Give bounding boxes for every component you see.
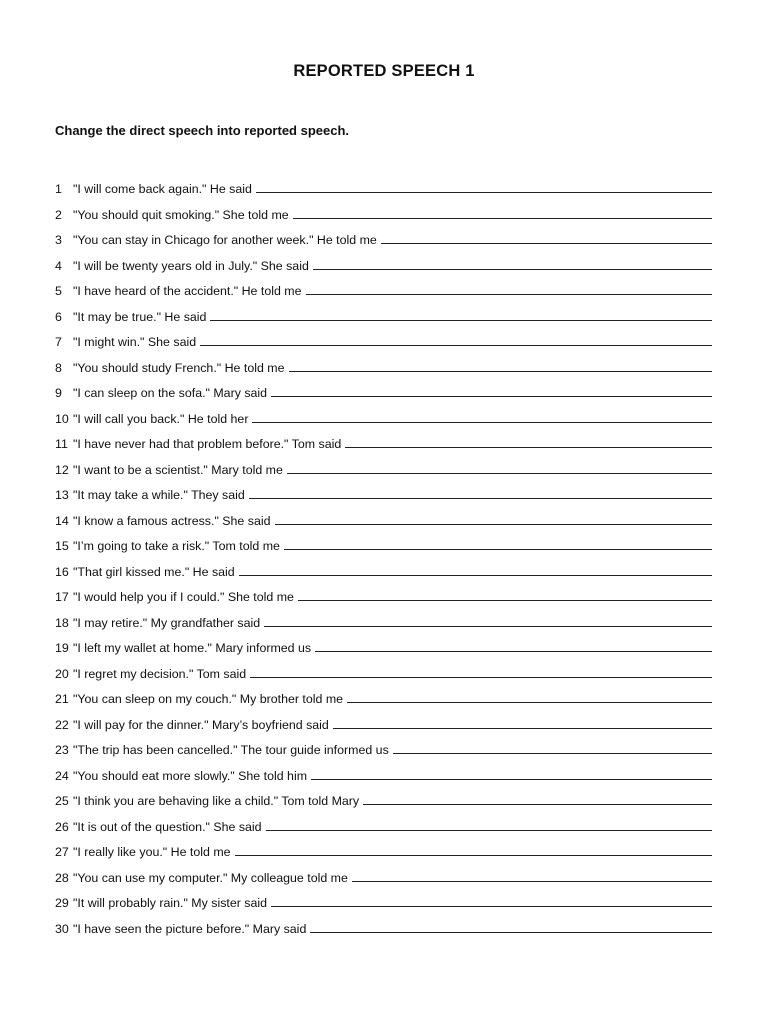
answer-line[interactable] — [287, 462, 712, 474]
item-sentence: "I will pay for the dinner." Mary’s boyfriend said — [73, 717, 329, 732]
list-item — [55, 538, 720, 564]
item-number: 11 — [55, 437, 68, 451]
item-number: 18 — [55, 615, 69, 630]
item-number: 17 — [55, 590, 69, 604]
item-number: 23 — [55, 743, 69, 757]
list-item — [55, 411, 720, 437]
list-item — [55, 385, 720, 411]
answer-line[interactable] — [271, 385, 712, 397]
answer-line[interactable] — [264, 615, 712, 627]
item-number: 1 — [55, 182, 62, 196]
item-sentence: "I have seen the picture before." Mary said — [73, 921, 307, 936]
item-number: 19 — [55, 641, 69, 655]
exercise-list — [55, 181, 720, 946]
answer-line[interactable] — [293, 207, 712, 219]
item-number: 9 — [55, 386, 62, 400]
item-number: 27 — [55, 845, 69, 859]
answer-line[interactable] — [298, 589, 712, 601]
list-item — [55, 207, 720, 233]
item-number: 3 — [55, 233, 62, 247]
list-item — [55, 691, 720, 717]
list-item — [55, 589, 720, 615]
answer-line[interactable] — [381, 232, 712, 244]
list-item — [55, 768, 720, 794]
list-item — [55, 334, 720, 360]
list-item — [55, 640, 720, 666]
list-item — [55, 436, 720, 462]
item-sentence: "You should eat more slowly." She told him — [73, 768, 308, 783]
item-sentence: "I will call you back." He told her — [73, 411, 249, 426]
answer-line[interactable] — [315, 640, 712, 652]
item-number: 7 — [55, 335, 62, 349]
list-item — [55, 232, 720, 258]
list-item — [55, 309, 720, 335]
item-number: 4 — [55, 258, 62, 273]
list-item — [55, 819, 720, 845]
item-number: 24 — [55, 768, 69, 783]
item-sentence: "You should quit smoking." She told me — [73, 207, 289, 222]
answer-line[interactable] — [311, 768, 712, 780]
item-sentence: "I know a famous actress." She said — [73, 513, 271, 528]
item-sentence: "I may retire." My grandfather said — [73, 615, 261, 630]
answer-line[interactable] — [310, 921, 712, 933]
answer-line[interactable] — [289, 360, 712, 372]
answer-line[interactable] — [333, 717, 712, 729]
instruction-text: Change the direct speech into reported speech. — [55, 123, 350, 138]
item-sentence: "I would help you if I could." She told me — [73, 590, 294, 604]
item-number: 20 — [55, 666, 69, 681]
answer-line[interactable] — [200, 334, 712, 346]
list-item — [55, 793, 720, 819]
item-number: 14 — [55, 513, 69, 528]
item-sentence: "I regret my decision." Tom said — [73, 666, 247, 681]
item-number: 29 — [55, 896, 69, 910]
answer-line[interactable] — [271, 895, 712, 907]
item-number: 10 — [55, 411, 69, 426]
item-sentence: "You can stay in Chicago for another week." He told me — [73, 233, 377, 247]
item-sentence: "I can sleep on the sofa." Mary said — [73, 386, 268, 400]
list-item — [55, 921, 720, 947]
answer-line[interactable] — [210, 309, 712, 321]
list-item — [55, 666, 720, 692]
item-sentence: "I really like you." He told me — [73, 845, 231, 859]
item-sentence: "You can use my computer." My colleague told me — [73, 870, 348, 885]
list-item — [55, 283, 720, 309]
answer-line[interactable] — [352, 870, 712, 882]
item-number: 15 — [55, 539, 69, 553]
answer-line[interactable] — [363, 793, 712, 805]
item-number: 12 — [55, 462, 69, 477]
item-sentence: "It may be true." He said — [73, 309, 207, 324]
page-title: REPORTED SPEECH 1 — [293, 62, 475, 80]
list-item — [55, 181, 720, 207]
item-sentence: "That girl kissed me." He said — [73, 564, 235, 579]
answer-line[interactable] — [306, 283, 712, 295]
item-sentence: "You should study French." He told me — [73, 360, 285, 375]
item-sentence: "I will come back again." He said — [73, 182, 252, 196]
list-item — [55, 513, 720, 539]
item-number: 30 — [55, 921, 69, 936]
list-item — [55, 895, 720, 921]
item-sentence: "I’m going to take a risk." Tom told me — [73, 539, 280, 553]
list-item — [55, 870, 720, 896]
answer-line[interactable] — [250, 666, 712, 678]
item-sentence: "I have never had that problem before." Tom said — [73, 437, 342, 451]
item-sentence: "It will probably rain." My sister said — [73, 896, 268, 910]
list-item — [55, 258, 720, 284]
item-sentence: "You can sleep on my couch." My brother told me — [73, 692, 344, 706]
answer-line[interactable] — [252, 411, 712, 423]
item-number: 28 — [55, 870, 69, 885]
list-item — [55, 615, 720, 641]
answer-line[interactable] — [249, 487, 712, 499]
item-sentence: "I left my wallet at home." Mary informed us — [73, 641, 312, 655]
item-sentence: "The trip has been cancelled." The tour guide informed us — [73, 743, 389, 757]
answer-line[interactable] — [284, 538, 712, 550]
list-item — [55, 360, 720, 386]
answer-line[interactable] — [266, 819, 712, 831]
list-item — [55, 462, 720, 488]
answer-line[interactable] — [256, 181, 712, 193]
answer-line[interactable] — [345, 436, 712, 448]
list-item — [55, 717, 720, 743]
list-item — [55, 844, 720, 870]
item-sentence: "I think you are behaving like a child." Tom told Mary — [73, 794, 360, 808]
item-number: 16 — [55, 564, 69, 579]
item-number: 13 — [55, 488, 69, 502]
list-item — [55, 564, 720, 590]
item-number: 22 — [55, 717, 69, 732]
item-number: 8 — [55, 360, 62, 375]
answer-line[interactable] — [239, 564, 712, 576]
list-item — [55, 487, 720, 513]
list-item — [55, 742, 720, 768]
answer-line[interactable] — [313, 258, 712, 270]
item-number: 26 — [55, 819, 69, 834]
item-sentence: "I want to be a scientist." Mary told me — [73, 462, 283, 477]
item-sentence: "It may take a while." They said — [73, 488, 245, 502]
item-sentence: "I have heard of the accident." He told me — [73, 284, 302, 298]
answer-line[interactable] — [235, 844, 712, 856]
answer-line[interactable] — [275, 513, 713, 525]
item-number: 2 — [55, 207, 62, 222]
item-number: 6 — [55, 309, 62, 324]
answer-line[interactable] — [393, 742, 712, 754]
item-number: 5 — [55, 284, 62, 298]
item-sentence: "It is out of the question." She said — [73, 819, 262, 834]
item-number: 25 — [55, 794, 69, 808]
item-sentence: "I will be twenty years old in July." She said — [73, 258, 309, 273]
item-sentence: "I might win." She said — [73, 335, 197, 349]
item-number: 21 — [55, 692, 69, 706]
answer-line[interactable] — [347, 691, 712, 703]
